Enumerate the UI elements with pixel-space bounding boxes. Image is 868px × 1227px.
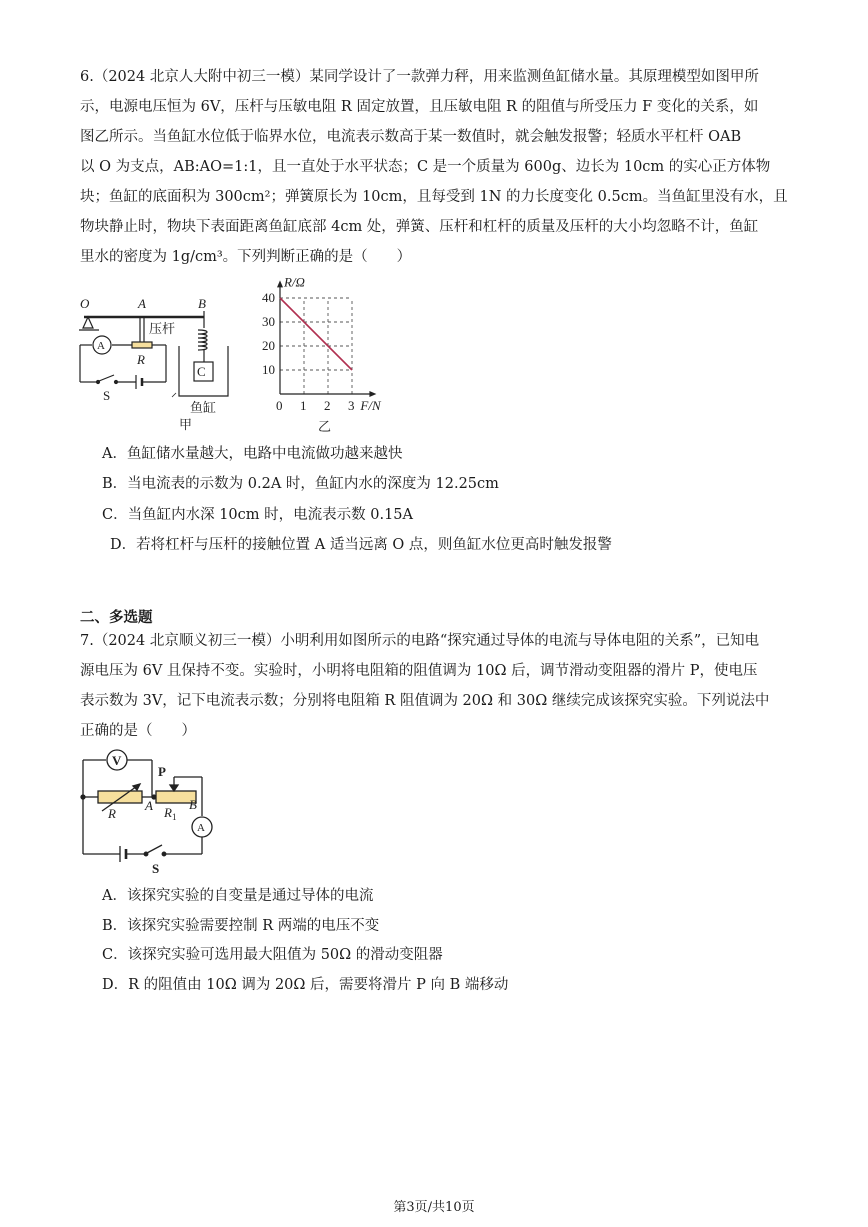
caption-jia: 甲 bbox=[179, 417, 193, 432]
label-ammeter: A bbox=[197, 822, 205, 834]
q7-option-d: D．R 的阻值由 10Ω 调为 20Ω 后，需要将滑片 P 向 B 端移动 bbox=[102, 977, 509, 993]
series-line bbox=[280, 298, 352, 370]
y-axis-arrow bbox=[277, 280, 283, 287]
x-axis-arrow bbox=[369, 391, 376, 397]
q6-figure-jia bbox=[70, 290, 250, 435]
q6-option-b: B．当电流表的示数为 0.2A 时，鱼缸内水的深度为 12.25cm bbox=[102, 476, 499, 492]
label-yugang: 鱼缸 bbox=[190, 400, 217, 415]
label-B: B bbox=[198, 296, 206, 311]
label-P: P bbox=[158, 764, 166, 779]
y-tick-label: 30 bbox=[262, 314, 275, 329]
q7-line: 正确的是（ ） bbox=[80, 723, 196, 739]
q7-option-c: C．该探究实验可选用最大阻值为 50Ω 的滑动变阻器 bbox=[102, 947, 443, 963]
q6-option-a: A．鱼缸储水量越大，电路中电流做功越来越快 bbox=[102, 446, 403, 462]
q7-line: 7.（2024 北京顺义初三一模）小明利用如图所示的电路“探究通过导体的电流与导体电阻的关系”，已知电 bbox=[80, 633, 760, 649]
question-6-stem bbox=[80, 62, 792, 272]
q7-circuit-figure bbox=[70, 740, 230, 880]
x-tick-label: 1 bbox=[300, 398, 307, 413]
y-tick-label: 10 bbox=[262, 362, 275, 377]
page-footer: 第3页/共10页 bbox=[393, 1200, 475, 1215]
q6-line: 物块静止时，物块下表面距离鱼缸底部 4cm 处，弹簧、压杆和杠杆的质量及压杆的大小均忽略不计，鱼缸 bbox=[80, 219, 759, 235]
label-S: S bbox=[152, 861, 160, 876]
q6-line: 6.（2024 北京人大附中初三一模）某同学设计了一款弹力秤，用来监测鱼缸储水量。其原理模型如图甲所 bbox=[80, 69, 759, 85]
label-O: O bbox=[80, 296, 90, 311]
x-tick-label: 2 bbox=[324, 398, 331, 413]
q7-line: 源电压为 6V 且保持不变。实验时，小明将电阻箱的阻值调为 10Ω 后，调节滑动变阻器的滑片 P，使电压 bbox=[80, 663, 758, 679]
label-C: C bbox=[197, 364, 206, 379]
question-7-stem bbox=[80, 626, 792, 746]
q7-option-b: B．该探究实验需要控制 R 两端的电压不变 bbox=[102, 918, 380, 934]
label-R1: $R_1$ bbox=[164, 805, 177, 822]
x-tick-label: 3 bbox=[348, 398, 355, 413]
label-S: S bbox=[103, 388, 111, 403]
y-tick-label: 40 bbox=[262, 290, 275, 305]
label-ammeter: A bbox=[97, 340, 105, 352]
q7-option-a: A．该探究实验的自变量是通过导体的电流 bbox=[102, 888, 374, 904]
q6-line: 图乙所示。当鱼缸水位低于临界水位，电流表示数高于某一数值时，就会触发报警；轻质水平杠杆 OAB bbox=[80, 129, 742, 145]
label-B-point: B bbox=[189, 797, 197, 812]
q6-line: 以 O 为支点，AB:AO=1:1，且一直处于水平状态；C 是一个质量为 600g、边长为 10cm 的实心正方体物 bbox=[80, 159, 771, 175]
label-R: R bbox=[137, 352, 145, 367]
y-axis-label: R/Ω bbox=[284, 278, 305, 290]
q6-option-d: D．若将杠杆与压杆的接触位置 A 适当远离 O 点，则鱼缸水位更高时触发报警 bbox=[110, 537, 612, 553]
x-tick-label: 0 bbox=[276, 398, 283, 413]
section-title: 二、多选题 bbox=[80, 609, 153, 626]
q6-line: 示，电源电压恒为 6V，压杆与压敏电阻 R 固定放置，且压敏电阻 R 的阻值与所受压力 F 变化的关系，如 bbox=[80, 99, 759, 115]
label-voltmeter: V bbox=[112, 753, 122, 768]
label-yagan: 压杆 bbox=[149, 321, 176, 336]
x-axis-label: F/N bbox=[360, 398, 381, 413]
label-R: R bbox=[108, 806, 116, 821]
label-A-point: A bbox=[145, 798, 153, 813]
caption-yi: 乙 bbox=[318, 419, 332, 434]
q6-option-c: C．当鱼缸内水深 10cm 时，电流表示数 0.15A bbox=[102, 507, 413, 523]
q6-line: 里水的密度为 1g/cm³。下列判断正确的是（ ） bbox=[80, 249, 412, 265]
q7-line: 表示数为 3V，记下电流表示数；分别将电阻箱 R 阻值调为 20Ω 和 30Ω 继续完成该探究实验。下列说法中 bbox=[80, 693, 770, 709]
q6-chart-yi bbox=[260, 278, 410, 438]
label-A: A bbox=[138, 296, 146, 311]
y-tick-label: 20 bbox=[262, 338, 275, 353]
q6-line: 块；鱼缸的底面积为 300cm²；弹簧原长为 10cm，且每受到 1N 的力长度变化 0.5cm。当鱼缸里没有水，且 bbox=[80, 189, 788, 205]
